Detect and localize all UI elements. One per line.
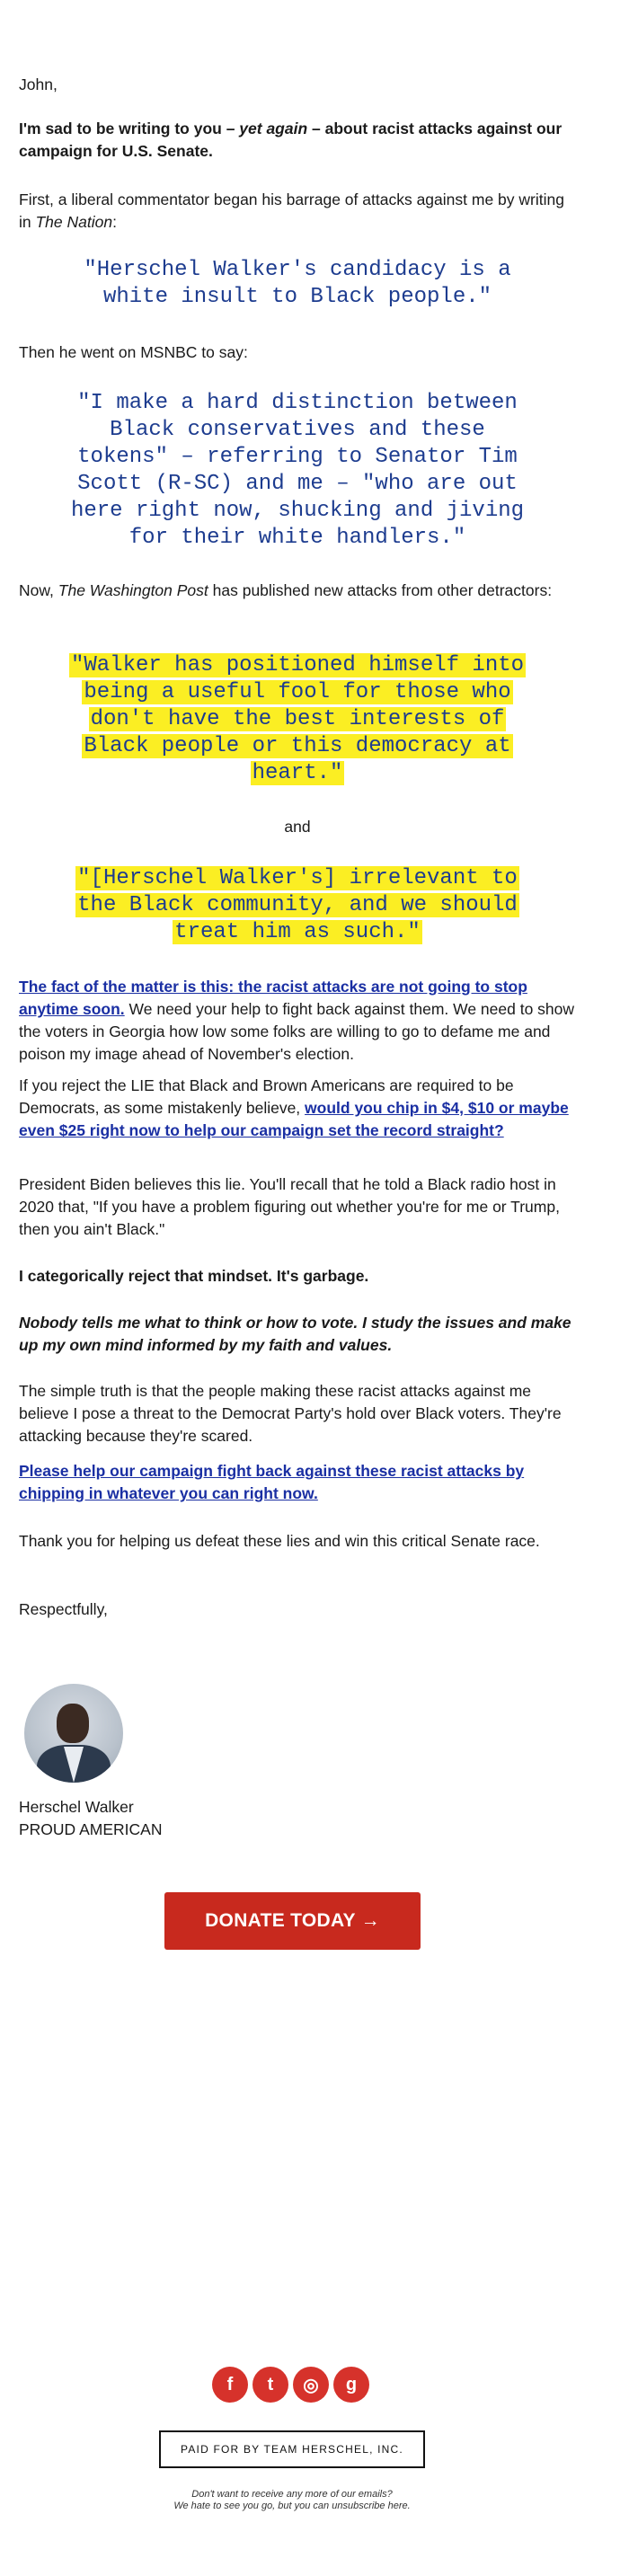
donate-button[interactable]: DONATE TODAY → (164, 1892, 421, 1950)
paragraph-9: The simple truth is that the people making these racist attacks against me believe I pose a threat to the Democrat Party's hold over Black voters. They're attacking because they're scared. (19, 1382, 562, 1445)
quote-3 (19, 652, 576, 787)
chip-in-link[interactable]: would you chip in $4, $10 or maybe even $25 right now to help our campaign set the record straight? (19, 1099, 569, 1139)
paragraph-6: President Biden believes this lie. You'll recall that he told a Black radio host in 2020 that, "If you have a problem figuring out whether you're for me or Trump, then you ain't Black." (19, 1175, 560, 1238)
instagram-icon[interactable]: ◎ (293, 2367, 329, 2403)
para1-text: First, a liberal commentator began his barrage of attacks against me by writing in (19, 190, 564, 231)
para3-text-c: has published new attacks from other detractors: (208, 581, 553, 599)
fight-back-link[interactable]: The fact of the matter is this: the racist attacks are not going to stop anytime soon. (19, 978, 527, 1018)
intro-text-a: I'm sad to be writing to you – (19, 120, 240, 137)
paragraph-4 (19, 976, 576, 1066)
photo-head (57, 1704, 89, 1743)
paragraph-3 (19, 580, 576, 602)
paragraph-1 (19, 189, 576, 234)
intro-text-em: yet again (239, 120, 308, 137)
signature-title: PROUD AMERICAN (19, 1820, 163, 1838)
para3-text-a: Now, (19, 581, 58, 599)
signature-name: Herschel Walker (19, 1798, 134, 1816)
gettr-icon[interactable]: g (333, 2367, 369, 2403)
paragraph-2: Then he went on MSNBC to say: (19, 343, 248, 361)
paid-for-disclaimer: PAID FOR BY TEAM HERSCHEL, INC. (159, 2430, 425, 2468)
quote-4 (19, 865, 576, 946)
intro-paragraph (19, 118, 576, 163)
facebook-icon[interactable]: f (212, 2367, 248, 2403)
paragraph-10 (19, 1460, 576, 1505)
para4-text: We need your help to fight back against them. We need to show the voters in Georgia how low some folks are willing to go to defame me and poison my image ahead of November's election. (19, 1000, 575, 1063)
social-links (212, 2367, 374, 2404)
para5-text: If you reject the LIE that Black and Brown Americans are required to be Democrats, as some mistakenly believe, (19, 1076, 514, 1117)
quote-3-highlight: "Walker has positioned himself into being a useful fool for those who don't have the best interests of Black people or this democracy at heart." (70, 653, 525, 785)
intro-text-c: – about racist attacks against our campaign for U.S. Senate. (19, 120, 563, 160)
para3-publication: The Washington Post (58, 581, 208, 599)
paragraph-7: I categorically reject that mindset. It's garbage. (19, 1267, 369, 1285)
quote-4-highlight: "[Herschel Walker's] irrelevant to the Black community, and we should treat him as such." (77, 866, 518, 944)
paragraph-8: Nobody tells me what to think or how to vote. I study the issues and make up my own mind informed by my faith and values. (19, 1314, 571, 1354)
unsubscribe-note (0, 2489, 584, 2512)
twitter-icon[interactable]: t (252, 2367, 288, 2403)
candidate-photo (24, 1684, 123, 1783)
unsubscribe-line-1: Don't want to receive any more of our emails? (191, 2489, 393, 2500)
quote-2: "I make a hard distinction between Black conservatives and these tokens" – referring to Senator Tim Scott (R-SC) and me – "who are out here right now, shucking and jiving for their white handlers." (70, 391, 525, 550)
para1-colon: : (112, 213, 117, 231)
signoff: Respectfully, (19, 1600, 108, 1618)
paragraph-5 (19, 1075, 576, 1142)
unsubscribe-line-2[interactable]: We hate to see you go, but you can unsubscribe here. (173, 2501, 411, 2511)
and-text: and (284, 818, 311, 836)
paragraph-11: Thank you for helping us defeat these lies and win this critical Senate race. (19, 1532, 540, 1550)
para1-publication: The Nation (35, 213, 113, 231)
quote-1: "Herschel Walker's candidacy is a white insult to Black people." (84, 258, 511, 309)
greeting: John, (19, 75, 58, 93)
fight-back-donate-link[interactable]: Please help our campaign fight back against these racist attacks by chipping in whatever you can right now. (19, 1462, 525, 1502)
